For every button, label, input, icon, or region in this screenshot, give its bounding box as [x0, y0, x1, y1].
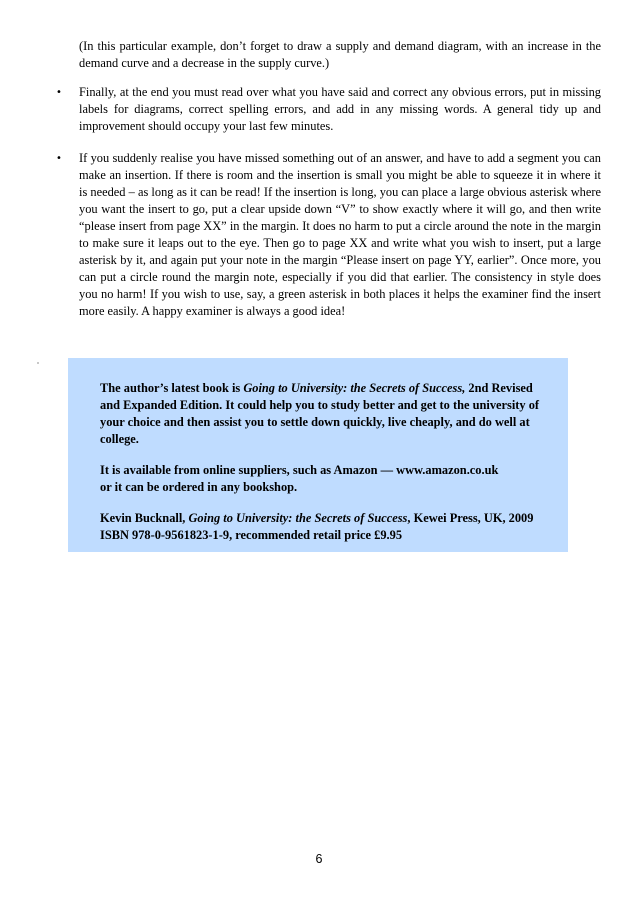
- promo-paragraph-availability: [100, 462, 548, 496]
- bullet-text: If you suddenly realise you have missed something out of an answer, and have to add a segment you can make an insertion. If there is room and the insertion is small you might be able to squeeze it in where it is needed – as long as it can be read! If the insertion is long, you can place a large obvious asterisk where you want the insert to go, put a clear upside down “V” to show exactly where it will go, and then write “please insert from page XX” in the margin. It does no harm to put a circle around the note in the margin to make sure it leaps out to the eye. Then go to page XX and write what you wish to insert, put a large asterisk by it, and again put your note in the margin “Please insert on page YY, earlier”. Once more, you can put a circle round the margin note, especially if you did that earlier. The consistency in style does you no harm! If you wish to use, say, a green asterisk in both places it helps the examiner find the insert more easily. A happy examiner is always a good idea!: [79, 151, 601, 318]
- promo-book-title: Going to University: the Secrets of Success,: [243, 381, 466, 395]
- promo-availability-line1: It is available from online suppliers, such as Amazon — www.amazon.co.uk: [100, 463, 499, 477]
- promo-paragraph-citation: [100, 510, 548, 544]
- bullet-item-proofread: [54, 84, 601, 135]
- promo-book-description: 2nd Revised and Expanded Edition. It could help you to study better and get to the university of your choice and then assist you to settle down quickly, live cheaply, and do well at college.: [100, 381, 540, 446]
- page-number: 6: [315, 852, 323, 866]
- promo-paragraph-book: [100, 380, 548, 448]
- citation-isbn-price: ISBN 978-0-9561823-1-9, recommended retail price £9.95: [100, 528, 403, 542]
- promo-book-prefix: The author’s latest book is: [100, 381, 244, 395]
- promo-availability-line2: or it can be ordered in any bookshop.: [100, 480, 298, 494]
- intro-note: (In this particular example, don’t forget to draw a supply and demand diagram, with an increase in the demand curve and a decrease in the supply curve.): [79, 39, 601, 70]
- bullet-icon: •: [56, 153, 62, 164]
- bullet-icon: •: [56, 87, 62, 98]
- citation-publisher: , Kewei Press, UK, 2009: [407, 511, 534, 525]
- bullet-text: Finally, at the end you must read over what you have said and correct any obvious errors, put in missing labels for diagrams, correct spelling errors, and add in any missing words. A general tidy up and improvement should occupy your last few minutes.: [79, 85, 601, 133]
- scan-dot: [37, 362, 39, 364]
- citation-author: Kevin Bucknall,: [100, 511, 189, 525]
- citation-title: Going to University: the Secrets of Success: [188, 511, 408, 525]
- bullet-item-insertion: [54, 150, 601, 320]
- bullet-list: [54, 84, 601, 335]
- book-promo-box: [68, 358, 568, 552]
